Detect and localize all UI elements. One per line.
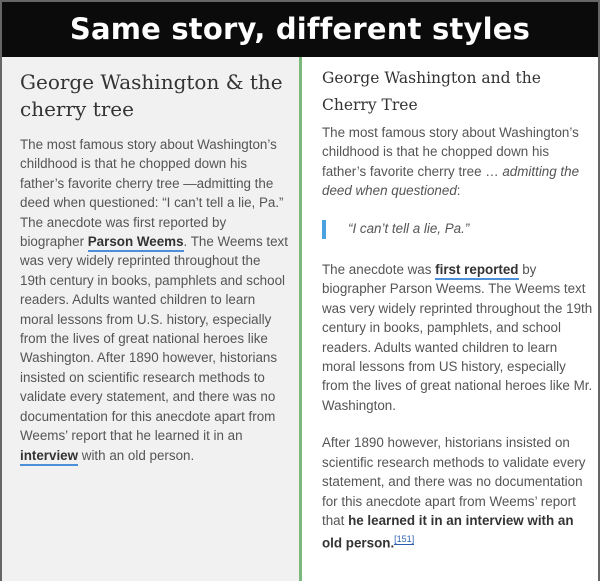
right-p3-text: After 1890 however, historians insisted on scientific research methods to validate every statement, and there was no documentation for this anecdote apart from Weems’ report that — [322, 435, 586, 528]
footnote-link[interactable]: [151] — [394, 534, 415, 545]
right-paragraph-1 — [322, 123, 594, 201]
right-heading: George Washington and the Cherry Tree — [322, 69, 541, 114]
interview-link[interactable]: interview — [20, 448, 78, 466]
banner-title: Same story, different styles — [2, 2, 598, 57]
right-body-text — [322, 123, 594, 571]
quote-bar — [322, 220, 326, 239]
right-panel — [302, 57, 598, 581]
left-body-part1: The most famous story about Washington’s childhood is that he chopped down his father’s favorite cherry tree —admitting the deed when questioned: “I can’t tell a lie, Pa.” The anecdote was first reported by biographer — [20, 137, 284, 250]
right-p2-rest: by biographer Parson Weems. The Weems text was very widely reprinted throughout the 19th century in books, pamphlets, and school readers. Adults wanted children to learn moral lessons from US history, especially from the lives of great national heroes like Mr. Washington. — [322, 262, 593, 413]
left-body-text — [20, 135, 290, 465]
right-p1-italic: admitting the deed when questioned — [322, 163, 580, 199]
left-heading: George Washington & the cherry tree — [20, 70, 283, 121]
parson-weems-link[interactable]: Parson Weems — [88, 234, 184, 252]
right-paragraph-3 — [322, 433, 594, 553]
left-body-part3: with an old person. — [78, 447, 195, 463]
first-reported-link[interactable]: first reported — [435, 262, 518, 280]
left-body-part2: . The Weems text was very widely reprinted throughout the 19th century in books, pamphlets and school readers. Adults wanted children to learn moral lessons from U.S. history, especially from the lives of great national heroes like Washington. After 1890 however, historians insisted on scientific research methods to validate every statement, and there was no documentation for this anecdote apart from Weems’ report that he learned it in an — [20, 234, 288, 444]
quote-text: “I can’t tell a lie, Pa.” — [348, 220, 470, 236]
right-paragraph-2 — [322, 260, 594, 415]
right-p3-bold: he learned it in an interview with an old person. — [322, 512, 574, 551]
left-panel — [2, 57, 299, 581]
blockquote — [322, 219, 594, 238]
right-p2-start: The anecdote was — [322, 262, 436, 278]
right-p1-end: : — [456, 183, 461, 199]
right-p1-text: The most famous story about Washington’s childhood is that he chopped down his father’s favorite cherry tree … — [322, 125, 579, 179]
